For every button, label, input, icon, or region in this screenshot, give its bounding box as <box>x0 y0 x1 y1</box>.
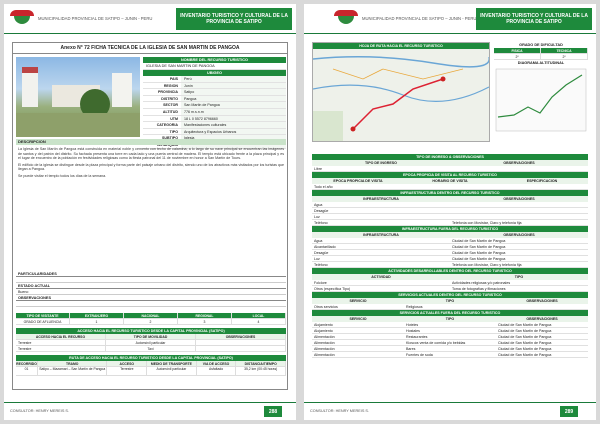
infra-inside-table-title: INFRAESTRUCTURA DENTRO DEL RECURSO TURISTICO <box>312 190 588 196</box>
infra-outside-table-cell: Telefonía con Movistar, Claro y telefonía fija <box>452 263 522 267</box>
services-inside-table-col-header: OBSERVACIONES <box>526 299 558 303</box>
services-outside-table-cell: Kioscos venta de comida y/o bebidas <box>406 341 466 345</box>
access-title: ACCESO HACIA EL RECURSO TURISTICO DESDE LA CAPITAL PROVINCIAL (SATIPO) <box>16 328 286 334</box>
services-outside-table-cell: Ciudad de San Martín de Pangoa <box>498 323 552 327</box>
info-key: ALTITUD <box>162 109 178 114</box>
infra-inside-table-cell <box>450 202 588 207</box>
info-row <box>143 122 286 129</box>
services-inside-table-cell <box>496 304 588 309</box>
route-cell: 35,2 km (00:45 horas) <box>236 367 286 376</box>
info-key: REGION <box>163 83 178 88</box>
services-outside-table-cell: Hoteles <box>406 323 419 327</box>
services-outside-table-cell: Bares <box>406 347 416 351</box>
page-header <box>4 4 296 34</box>
info-row <box>143 109 286 116</box>
visitor-cell: 1 <box>70 319 124 325</box>
infra-outside-table-col-header: INFRAESTRUCTURA <box>363 233 399 237</box>
inventory-banner: INVENTARIO TURISTICO Y CULTURAL DE LA PROVINCIA DE SATIPO <box>176 8 292 30</box>
services-outside-table-col-header: SERVICIO <box>349 317 367 321</box>
infra-inside-table-col-header: INFRAESTRUCTURA <box>363 197 399 201</box>
services-inside-table-col-header: SERVICIO <box>349 299 367 303</box>
page-header <box>304 4 596 34</box>
access-cell <box>196 346 286 352</box>
entry-table-col-header: TIPO DE INGRESO <box>365 161 397 165</box>
municipality-name: MUNICIPALIDAD PROVINCIAL DE SATIPO – JUNIN - PERU <box>362 16 477 21</box>
description-title: DESCRIPCION <box>16 139 286 145</box>
services-outside-table-col-header: OBSERVACIONES <box>526 317 558 321</box>
services-outside-table-cell: Restaurantes <box>406 335 428 339</box>
church-photo <box>16 57 140 137</box>
route-cell: Asfaltado <box>197 367 237 376</box>
route-cell: Automóvil particular <box>147 367 197 376</box>
infra-outside-table-cell: Alcantarillado <box>314 245 336 249</box>
page-footer <box>4 402 296 420</box>
infra-inside-table-col-header: OBSERVACIONES <box>503 197 535 201</box>
services-outside-table-cell: Alimentación <box>314 335 335 339</box>
info-key: DISTRITO <box>161 96 178 101</box>
infra-outside-table-cell: Teléfono <box>314 263 328 267</box>
infra-inside-table-cell <box>450 214 588 219</box>
visitor-col-header: LOCAL <box>232 313 286 319</box>
entry-table-col-header: OBSERVACIONES <box>503 161 535 165</box>
consultor: CONSULTOR: HENRY MEREIS S. <box>310 409 370 413</box>
infra-inside-table-cell: Desagüe <box>314 209 329 213</box>
services-outside-table-cell: Fuentes de soda <box>406 353 433 357</box>
entry-table-cell <box>450 166 588 171</box>
services-inside-table-title: SERVICIOS ACTUALES DENTRO DEL RECURSO TURISTICO <box>312 292 588 298</box>
services-outside-table-cell: Alimentación <box>314 347 335 351</box>
infra-inside-table-cell: Agua <box>314 203 323 207</box>
services-outside-table-title: SERVICIOS ACTUALES FUERA DEL RECURSO TURISTICO <box>312 310 588 316</box>
description-text: La Iglesia de San Martín de Pangoa está construida en material noble y cemento con techo de calamina; a lo largo de su nave principal se encuentran las imágenes de santos y del patrón del distrito. Su fachada presenta una torre en cada lado y una puerta central de madera. El templo está ubicado frente a la plaza principal y es el lugar de encuentro de la población en festividades religiosas como la fiesta patronal del 11 de noviembre en honor a San Martín de Tours. <box>18 147 284 161</box>
diagram-title: DIAGRAMA ALTITUDINAL <box>517 61 565 65</box>
access-cell: Terrestre <box>16 346 106 352</box>
services-outside-table-col-header: TIPO <box>445 317 455 321</box>
infra-outside-table-cell: Ciudad de San Martín de Pangoa <box>452 251 506 255</box>
page-number: 288 <box>264 406 282 417</box>
services-outside-table-cell: Ciudad de San Martín de Pangoa <box>498 335 552 339</box>
visitor-col-header: REGIONAL <box>178 313 232 319</box>
left-page <box>4 4 296 420</box>
route-map <box>312 42 490 142</box>
entry-table-title: TIPO DE INGRESO & OBSERVACIONES <box>312 154 588 160</box>
services-outside-table-cell: Ciudad de San Martín de Pangoa <box>498 347 552 351</box>
season-table-cell: Todo el año <box>314 185 333 189</box>
route-cell: 01 <box>16 367 38 376</box>
info-key: PAIS <box>169 77 178 81</box>
info-value: Junín <box>181 83 286 89</box>
services-outside-table-cell: Ciudad de San Martín de Pangoa <box>498 353 552 357</box>
services-inside-table-cell: Otros servicios <box>314 305 338 309</box>
info-value: 18 L 0 5572 8796660 <box>181 116 286 122</box>
difficulty-title: GRADO DE DIFICULTAD <box>519 43 563 47</box>
page-footer <box>304 402 596 420</box>
difficulty-panel <box>494 42 588 142</box>
info-value: Perú <box>181 76 286 82</box>
services-outside-table-cell: Alojamiento <box>314 323 333 327</box>
difficulty-cell: 2º <box>494 54 541 60</box>
route-table <box>16 355 286 376</box>
municipality-name: MUNICIPALIDAD PROVINCIAL DE SATIPO – JUNIN - PERU <box>38 16 153 21</box>
right-page <box>304 4 596 420</box>
visitor-cell: 3 <box>178 319 232 325</box>
visitor-cell: 2 <box>124 319 178 325</box>
services-outside-table-cell: Ciudad de San Martín de Pangoa <box>498 341 552 345</box>
visitor-col-header: EXTRANJERO <box>70 313 124 319</box>
info-value: Manifestaciones culturales <box>181 122 286 128</box>
consultor: CONSULTOR: HENRY MEREIS S. <box>10 409 70 413</box>
info-value: 776 m.s.n.m <box>181 109 286 115</box>
visitor-table <box>16 313 286 325</box>
services-outside-table-cell: Alimentación <box>314 341 335 345</box>
infra-inside-table-cell: Luz <box>314 215 320 219</box>
access-cell: Terrestre <box>16 340 106 346</box>
access-table <box>16 328 286 352</box>
infra-outside-table-cell: Luz <box>314 257 320 261</box>
route-col-header: MEDIO DE TRANSPORTE <box>147 361 197 367</box>
activities-table-title: ACTIVIDADES DESARROLLABLES DENTRO DEL RECURSO TURISTICO <box>312 268 588 274</box>
info-key: UTM <box>170 116 178 121</box>
activities-table-cell: Actividades religiosas y/o patronales <box>452 281 511 285</box>
route-cell: Terrestre <box>107 367 147 376</box>
activities-table-cell: Toma de fotografías y filmaciones <box>452 287 506 291</box>
technical-sheet <box>12 42 288 390</box>
description-section <box>16 139 286 179</box>
infra-inside-table-cell <box>450 208 588 213</box>
infra-outside-table-cell: Ciudad de San Martín de Pangoa <box>452 239 506 243</box>
infra-outside-table-title: INFRAESTRUCTURA FUERA DEL RECURSO TURISTICO <box>312 226 588 232</box>
resource-name: IGLESIA DE SAN MARTIN DE PANGOA <box>143 63 286 70</box>
page-number: 289 <box>560 406 578 417</box>
activities-table-col-header: TIPO <box>514 275 524 279</box>
access-cell: Automóvil particular <box>106 340 196 346</box>
info-value: San Martin de Pangoa <box>181 102 286 108</box>
services-inside-table-cell: Religiosos <box>406 305 423 309</box>
annex-title: Anexo N° 72 FICHA TECNICA DE LA IGLESIA DE SAN MARTIN DE PANGOA <box>13 43 287 54</box>
route-map-icon <box>313 49 489 141</box>
activities-table-cell: Folclore <box>314 281 327 285</box>
visitor-cell: GRADO DE AFLUENCIA <box>16 319 70 325</box>
resource-name-header: NOMBRE DEL RECURSO TURISTICO <box>143 57 286 63</box>
resource-info <box>143 57 286 149</box>
services-outside-table-row <box>312 352 588 358</box>
visitor-cell: 4 <box>232 319 286 325</box>
particulars-label: PARTICULARIDADES <box>16 271 286 277</box>
infra-outside-table-col-header: OBSERVACIONES <box>503 233 535 237</box>
route-section <box>312 42 588 152</box>
access-row <box>16 346 286 352</box>
season-table-col-header: EPOCA PROPICIA DE VISITA <box>333 179 383 183</box>
resource-tables <box>312 154 588 358</box>
info-row <box>143 116 286 123</box>
infra-outside-table-cell: Ciudad de San Martín de Pangoa <box>452 257 506 261</box>
info-value: Pangoa <box>181 96 286 102</box>
infra-outside-table-cell: Desagüe <box>314 251 329 255</box>
difficulty-col-header: TECNICA <box>541 48 588 54</box>
observations-label: OBSERVACIONES <box>16 295 286 301</box>
services-inside-table-col-header: TIPO <box>445 299 455 303</box>
services-outside-table-cell: Hostales <box>406 329 420 333</box>
services-outside-table-cell: Alimentación <box>314 353 335 357</box>
infra-inside-table-cell: Teléfono <box>314 221 328 225</box>
difficulty-col-header: FISICA <box>494 48 541 54</box>
location-header: UBIGEO <box>143 70 286 76</box>
municipality-logo-icon <box>334 10 358 26</box>
visitor-col-header: TIPO DE VISITANTE <box>16 313 70 319</box>
activities-table-cell: Otros (específica Tipo) <box>314 287 351 291</box>
route-col-header: VIA DE ACCESO <box>197 361 237 367</box>
infra-outside-table-cell: Ciudad de San Martín de Pangoa <box>452 245 506 249</box>
info-row <box>143 96 286 103</box>
info-value: Arquitectura y Espacios Urbanos <box>181 129 286 135</box>
infra-outside-table-cell: Agua <box>314 239 323 243</box>
season-table-cell <box>404 184 496 189</box>
state-value: Bueno <box>16 289 286 295</box>
difficulty-cell: 2º <box>541 54 588 60</box>
access-col-header: ACCESO HACIA EL RECURSO <box>16 334 106 340</box>
description-text-3: Se puede visitar el templo todos los días de la semana. <box>18 173 107 178</box>
altitude-chart-icon <box>494 67 588 137</box>
services-outside-table-cell: Ciudad de San Martín de Pangoa <box>498 329 552 333</box>
description-text-2: El edificio de la iglesia se distingue desde la plaza principal y forma parte del paisaje urbano del distrito, siendo uno de los atractivos más visitados por los turistas que llegan a Pangoa. <box>18 162 284 172</box>
info-key: TIPO <box>169 129 178 134</box>
season-table-cell <box>496 184 588 189</box>
access-col-header: OBSERVACIONES <box>196 334 286 340</box>
info-row <box>143 76 286 83</box>
visitor-col-header: NACIONAL <box>124 313 178 319</box>
season-table-title: EPOCA PROPICIA DE VISITA AL RECURSO TURISTICO <box>312 172 588 178</box>
info-row <box>143 129 286 136</box>
activities-table-col-header: ACTIVIDAD <box>371 275 391 279</box>
info-row <box>143 83 286 90</box>
info-key: PROVINCIA <box>158 90 178 95</box>
municipality-logo-icon <box>10 10 34 26</box>
info-key: CATEGORIA <box>156 123 178 128</box>
info-key: SECTOR <box>163 103 178 108</box>
state-label: ESTADO ACTUAL <box>16 283 286 289</box>
inventory-banner: INVENTARIO TURISTICO Y CULTURAL DE LA PROVINCIA DE SATIPO <box>476 8 592 30</box>
info-value: Satipo <box>181 89 286 95</box>
info-row <box>143 89 286 96</box>
route-title: RUTA DE ACCESO HACIA EL RECURSO TURISTICO DESDE LA CAPITAL PROVINCIAL (SATIPO) <box>16 355 286 361</box>
access-col-header: TIPO DE MOVILIDAD <box>106 334 196 340</box>
route-cell: Satipo – Mazamari – San Martín de Pangoa <box>38 367 107 376</box>
map-title: HOJA DE RUTA HACIA EL RECURSO TURISTICO <box>313 43 489 49</box>
season-table-col-header: ESPECIFICACION <box>526 179 558 183</box>
access-cell: Taxi <box>106 346 196 352</box>
info-row <box>143 102 286 109</box>
route-col-header: ACCESO <box>107 361 147 367</box>
entry-table-cell: Libre <box>314 167 322 171</box>
route-col-header: DISTANCIA/TIEMPO <box>236 361 286 367</box>
route-col-header: RECORRIDO <box>16 362 37 366</box>
season-table-col-header: HORARIO DE VISITA <box>432 179 468 183</box>
route-col-header: TRAMO <box>38 361 107 367</box>
status-section <box>16 271 286 307</box>
infra-inside-table-cell: Telefonía con Movistar, Claro y telefonía fija <box>452 221 522 225</box>
services-outside-table-cell: Alojamiento <box>314 329 333 333</box>
